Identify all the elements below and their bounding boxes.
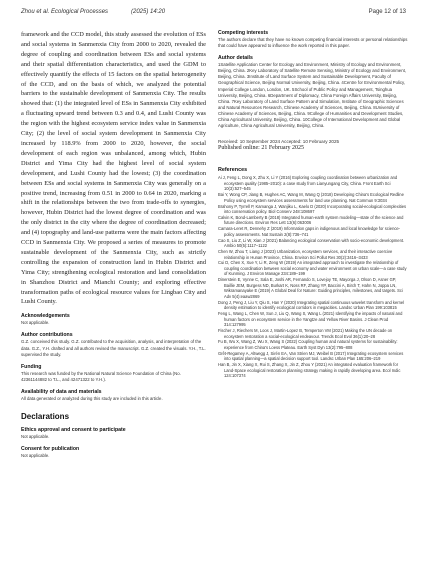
ethics-text: Not applicable. xyxy=(21,434,50,440)
reference-item: Fischer J, Riechers M, Loos J, Martin-Lopez B, Temperton VM (2021) Making the UN decade on ecosystem restoration a social-ecological endeavour. Trends Ecol Evol 36(1):20–28 xyxy=(218,328,393,339)
reference-item: Calvin K, Bond-Lamberty B (2018) Integrated human-earth system modeling—state of the science and future directions. Environ Res Lett 13(6):063006 xyxy=(218,214,404,226)
declarations-title: Declarations xyxy=(21,412,70,422)
consent-text: Not applicable. xyxy=(21,453,50,459)
competing-interests-heading: Competing interests xyxy=(218,30,269,36)
received-accepted-dates: Received: 10 September 2024 Accepted: 10 February 2025 xyxy=(218,139,340,145)
reference-item: Bai Y, Wong CP, Jiang B, Hughes AC, Wang M, Wang Q (2018) Developing China's Ecological Redline Policy using ecosystem services assessments for land use planning. Nat Commun 9:3034 xyxy=(218,192,404,203)
reference-item: Brahony P, Tyrrell P, Kamanga J, Wanjiku L, Kaelo D (2020) Incorporating social-ecological complexities into conservation policy. Biol Conserv 248:108697 xyxy=(218,203,407,214)
reference-list xyxy=(218,175,408,378)
data-availability-heading: Availability of data and materials xyxy=(21,388,102,395)
competing-interests-text: The authors declare that they have no known competing financial interests or personal relationships that could have appeared to influence the work reported in this paper. xyxy=(218,37,408,49)
author-details-heading: Author details xyxy=(218,55,253,62)
reference-item: Chen W, Zhou T, Liang J (2023) Urbanization, ecosystem services, and their interactive coercive relationship in Hunan Province, China. Environ Sci Pollut Res 30(2):3416–3433 xyxy=(218,249,393,260)
running-head xyxy=(21,9,406,19)
data-availability-text: All data generated or analyzed during this study are included in this article. xyxy=(21,395,163,401)
reference-item: Ai J, Feng L, Dong X, Zhu X, Li Y (2016) Exploring coupling coordination between urbanization and ecosystem quality (1985–2010): a case study from Lianyungang City, China. Front Earth Sci 10(3):527–545 xyxy=(218,175,398,192)
right-column xyxy=(218,30,408,379)
left-column xyxy=(21,30,206,459)
reference-item: Cao S, Liu Z, Li W, Xian J (2021) Balancing ecological conservation with socio-economic development. Ambio 50(5):1117–1122 xyxy=(218,237,405,249)
acknowledgements-heading: Acknowledgements xyxy=(21,313,70,320)
references-heading: References xyxy=(218,167,248,174)
conclusion-paragraph: framework and the CCD model, this study assessed the evolution of ESs and social systems in Sanmenxia City from 2000 to 2020, revealed the degree of coupling and coordination between ESs and social systems and their spatial differentiation characteristics, and used the GDM to effectively quantify the effects of 15 factors on the spatial heterogeneity of the CCD, and on the basis of which, we analyzed the potential barriers to the sustainable development of Sanmenxia City. The results showed that: (1) the integrated level of ESs in Sanmenxia City exhibited a fluctuating upward trend between 0.3 and 0.4, and Lushi County was the region with the highest ecosystem service index value in Sanmenxia City; (2) the level of social system development in Sanmenxia City increased by 118.9% from 2000 to 2020, however, the social development of each region was unbalanced, among which, Hubin District and Yima City had the highest level of social system development, and Lushi County had the lowest; (3) the coordination between ESs and social systems in Sanmenxia City was generally on a positive trend, increasing from 0.51 in 2000 to 0.64 in 2020, marking a shift in the relationships between the two from trade-offs to synergies, however, Hubin District had the lowest degree of coordination and was the only district in the city where the degree of coordination decreased; and (4) topography and land-use patterns were the main factors affecting CCD in Sanmenxia City. We proposed a series of measures to promote sustainable development of the Sanmenxia City, such as strictly controlling the expansion of construction land in Hubin District and Yima City; strengthening ecological restoration and land consolidation in Shanzhou District and Mianchi County; and exploring effective transformation paths of ecological resource values for Lingbao City and Lushi County. xyxy=(21,31,206,306)
volume-issue: (2025) 14:20 xyxy=(131,9,166,15)
published-date: Published online: 21 February 2025 xyxy=(218,145,304,152)
reference-item: Fu B, Wu X, Wang Z, Wu X, Wang S (2022) Coupling human and natural systems for sustainability: experience from China's Loess Plateau. Earth Syst Dyn 13(2):795–808 xyxy=(218,339,398,350)
page-number: Page 12 of 13 xyxy=(368,9,406,15)
funding-heading: Funding xyxy=(21,363,42,370)
reference-item: Cui D, Chen X, Xue Y, Li R, Zeng W (2019) An integrated approach to investigate the relationship of coupling coordination between social economy and water environment on urban scale—a case study of Kunming. J Environ Manage 234:189–199 xyxy=(218,260,407,277)
reference-item: Dong J, Peng J, Liu Y, Qiu S, Han Y (2020) Integrating spatial continuous wavelet transform and kernel density estimation to identify ecological corridors in megacities. Landsc Urban Plan 199:103815 xyxy=(218,299,405,311)
consent-heading: Consent for publication xyxy=(21,446,80,453)
author-contributions-text: G.Z. conceived this study. G.Z. contributed to the acquisition, analysis, and interpretation of the data. G.Z., Y.H. drafted and all authors revised the manuscript. G.Z. created the visuals. Y.H., T.L. supervised the study. xyxy=(21,339,206,357)
funding-text: This research was funded by the National Natural Science Foundation of China (No. 42361144882 to T.L., and 42471322 to Y.H.). xyxy=(21,370,181,382)
journal-citation: Zhou et al. Ecological Processes xyxy=(21,9,109,15)
author-details-text: 1Satellite Application Center for Ecology and Environment, Ministry of Ecology and Environment, Beijing, China. 2Key Laboratory of Satellite Remote Sensing, Ministry of Ecology and Environment, Beijing, China. 3Institute of Land Surface System and Sustainable Development, Faculty of Geographical Science, Beijing Normal University, Beijing, China. 4Centre for Environmental Policy, Imperial College London, London, UK. 5School of Public Policy and Management, Tsinghua University, Beijing, China. 6Department of Diplomacy, China Foreign Affairs University, Beijing, China. 7Key Laboratory of Land Surface Pattern and Simulation, Institute of Geographic Sciences and Natural Resources Research, Chinese Academy of Sciences, Beijing, China. 8University of Chinese Academy of Sciences, Beijing, China. 9College of Humanities and Development Studies, China Agricultural University, Beijing, China. 10College of International Development and Global Agriculture, China Agricultural University, Beijing, China. xyxy=(218,62,406,129)
author-contributions-heading: Author contributions xyxy=(21,332,73,339)
reference-item: Han B, Jin X, Xiang X, Rui S, Zhang X, Jin Z, Zhou Y (2021) An integrated evaluation framework for Land-Space ecological restoration planning strategy making in rapidly developing area. Ecol Indic 124:107374 xyxy=(218,362,401,379)
acknowledgements-text: Not applicable. xyxy=(21,320,50,326)
reference-item: Dinerstein E, Vynne C, Sala E, Joshi AR, Fernando S, Lovejoy TE, Mayorga J, Olson D, Asner GP, Baillie JEM, Burgess ND, Burkart K, Noss RF, Zhang YP, Baccini A, Birch T, Hahn N, Joppa LN, Wikramanayake E (2019) A Global Deal for Nature: Guiding principles, milestones, and targets. Sci Adv 5(4):eaaw2869 xyxy=(218,277,403,299)
reference-item: Grêt-Regamey A, Altwegg J, Sirén EA, Van Strien MJ, Weibel B (2017) Integrating ecosystem services into spatial planning—a spatial decision support tool. Landsc Urban Plan 165:206–219 xyxy=(218,350,404,362)
reference-item: Camara-Leret R, Dennehy Z (2019) Information gaps in indigenous and local knowledge for science-policy assessments. Nat Sustain 2(8):736–741 xyxy=(218,226,401,237)
reference-item: Feng L, Wang L, Chen W, Sun J, Liu Q, Wang S, Wang L (2021) Identifying the impacts of natural and human factors on ecosystem service in the Yangtze and Yellow River Basins. J Clean Prod 314:127995 xyxy=(218,311,403,328)
ethics-heading: Ethics approval and consent to participate xyxy=(21,427,126,434)
